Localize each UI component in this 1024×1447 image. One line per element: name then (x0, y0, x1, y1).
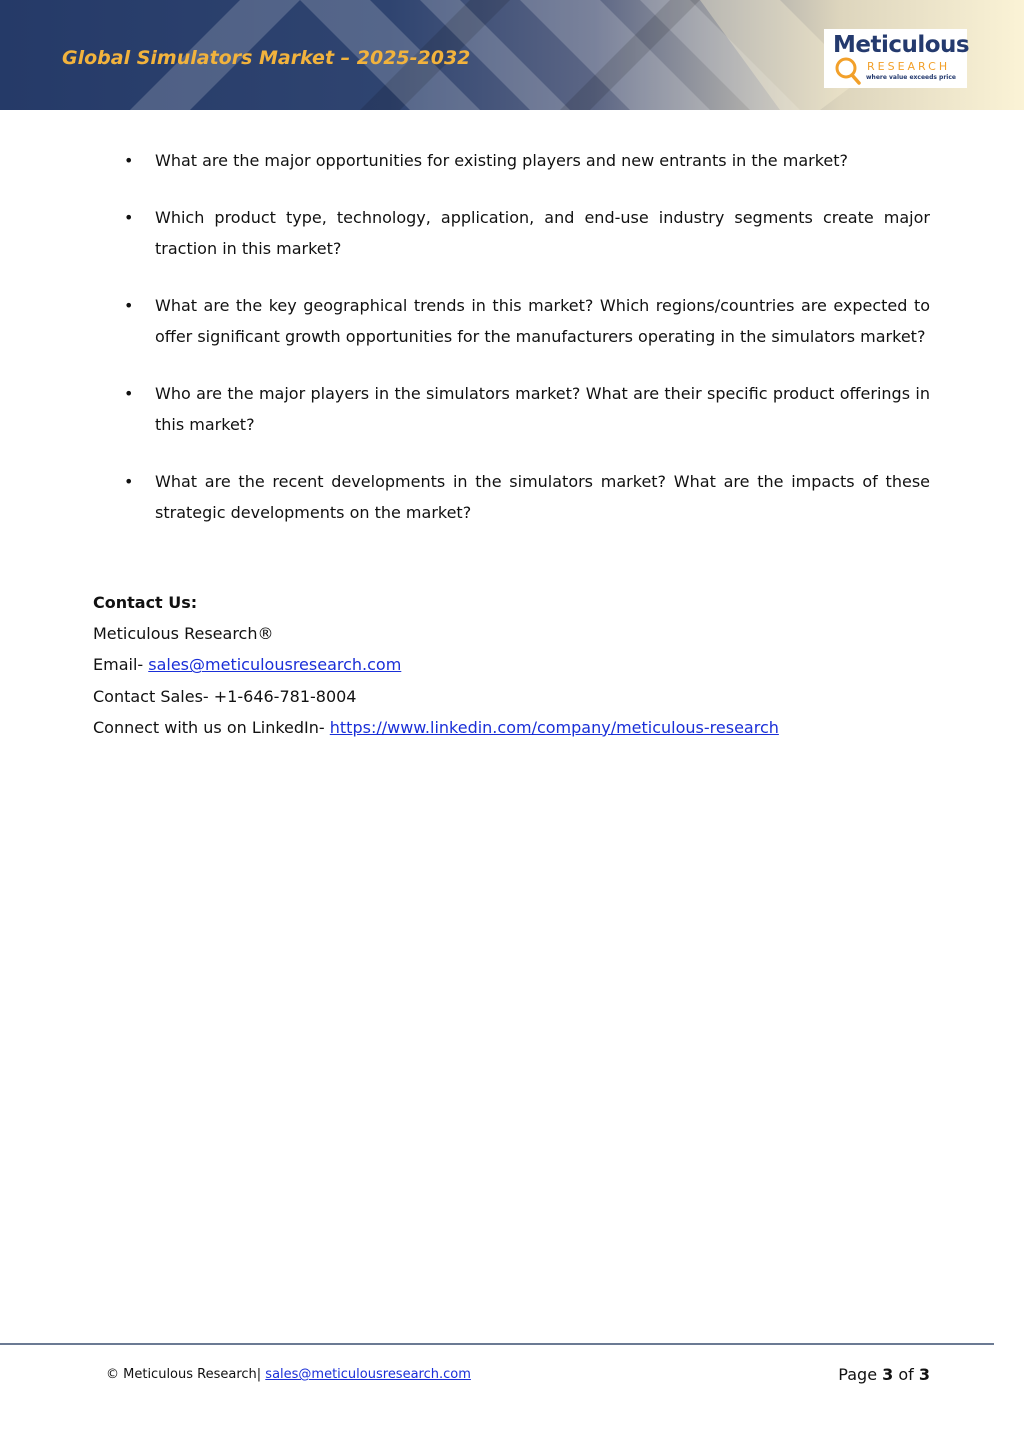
linkedin-label: Connect with us on LinkedIn- (93, 717, 330, 737)
question-list (122, 145, 930, 554)
linkedin-link[interactable]: https://www.linkedin.com/company/meticulous-research (329, 717, 779, 737)
list-item (122, 290, 930, 352)
email-label: Email- (93, 655, 149, 675)
footer-copyright (106, 1367, 471, 1382)
bullet-marker: • (124, 384, 134, 403)
contact-heading: Contact Us: (93, 593, 198, 612)
page-header (0, 0, 1024, 110)
footer-email-link[interactable]: sales@meticulousresearch.com (265, 1367, 471, 1382)
company-name: Meticulous Research® (93, 624, 274, 644)
question-text: Which product type, technology, application, and end-use industry segments create major traction in this market? (155, 208, 930, 258)
bullet-marker: • (124, 208, 134, 227)
page-number (838, 1365, 930, 1384)
bullet-marker: • (124, 151, 134, 170)
logo-subtitle: RESEARCH (867, 60, 951, 73)
logo-tagline: where value exceeds price (866, 74, 956, 81)
email-line (93, 649, 953, 680)
page-current: 3 (882, 1365, 894, 1384)
copyright-text: © Meticulous Research| (106, 1367, 266, 1382)
list-item (122, 202, 930, 264)
footer-divider (0, 1343, 994, 1345)
company-logo (824, 29, 970, 88)
page-total: 3 (918, 1365, 930, 1384)
bullet-marker: • (124, 472, 134, 491)
logo-wordmark: Meticulous (833, 32, 970, 58)
email-link[interactable]: sales@meticulousresearch.com (148, 655, 402, 675)
question-text: What are the key geographical trends in this market? Which regions/countries are expected to offer significant growth opportunities for the manufacturers operating in the simulators market? (155, 296, 930, 346)
bullet-marker: • (124, 296, 134, 315)
question-text: What are the major opportunities for existing players and new entrants in the market? (155, 151, 848, 170)
question-text: What are the recent developments in the simulators market? What are the impacts of these strategic developments on the market? (155, 472, 930, 522)
question-text: Who are the major players in the simulators market? What are their specific product offerings in this market? (155, 384, 930, 434)
report-title: Global Simulators Market – 2025-2032 (62, 47, 471, 69)
contact-section (93, 587, 953, 743)
sales-phone-line: Contact Sales- +1-646-781-8004 (93, 686, 357, 706)
list-item (122, 145, 930, 176)
list-item (122, 466, 930, 528)
page-of: of (893, 1365, 919, 1384)
linkedin-line (93, 712, 953, 743)
list-item (122, 378, 930, 440)
page-word: Page (838, 1365, 883, 1384)
